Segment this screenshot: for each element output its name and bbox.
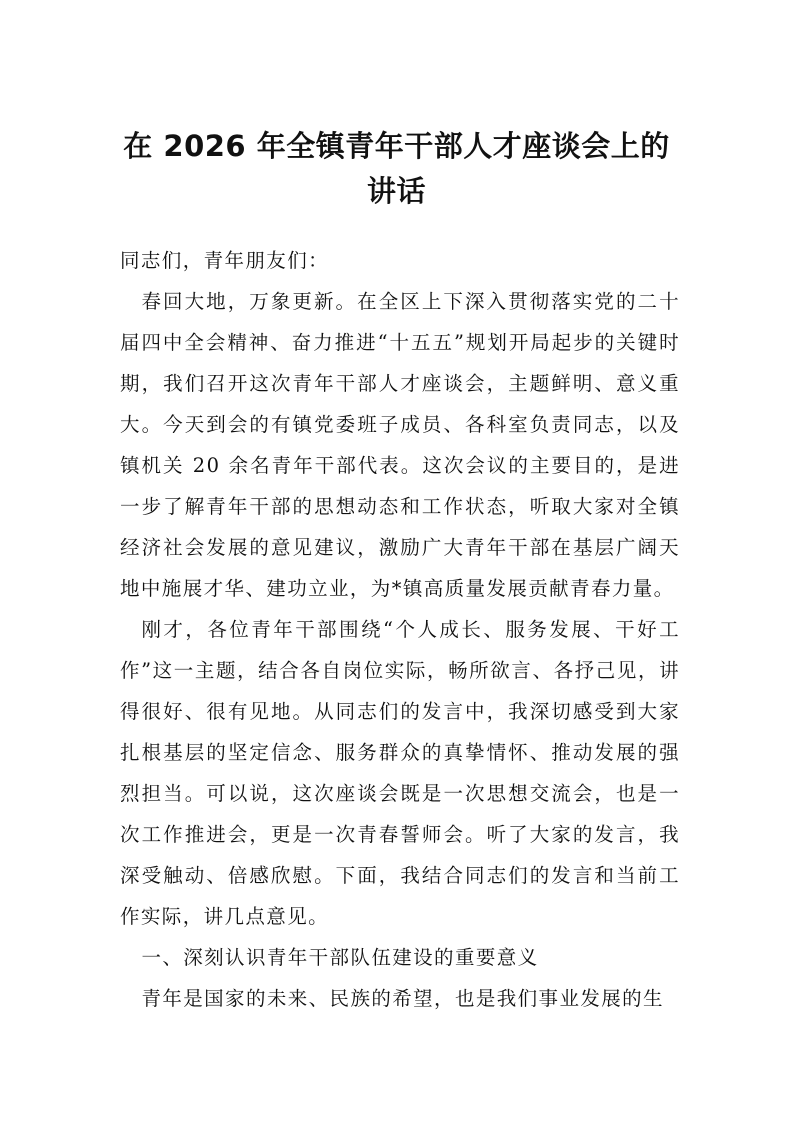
paragraph-reflection: 刚才，各位青年干部围绕“个人成长、服务发展、干好工作”这一主题，结合各自岗位实际，畅所欲言、各抒己见，讲得很好、很有见地。从同志们的发言中，我深切感受到大家扎根基层的坚定信念、服务群众的真挚情怀、推动发展的强烈担当。可以说，这次座谈会既是一次思想交流会，也是一次工作推进会，更是一次青春誓师会。听了大家的发言，我深受触动、倍感欣慰。下面，我结合同志们的发言和当前工作实际，讲几点意见。 [120, 618, 680, 928]
section-heading: 一、深刻认识青年干部队伍建设的重要意义 [141, 946, 539, 969]
document-body [120, 240, 680, 1019]
salutation: 同志们，青年朋友们： [120, 249, 330, 272]
document-title: 在 2026 年全镇青年干部人才座谈会上的讲话 [123, 129, 670, 208]
paragraph-opening: 春回大地，万象更新。在全区上下深入贯彻落实党的二十届四中全会精神、奋力推进“十五五”规划开局起步的关键时期，我们召开这次青年干部人才座谈会，主题鲜明、意义重大。今天到会的有镇党委班子成员、各科室负责同志，以及镇机关 20 余名青年干部代表。这次会议的主要目的，是进一步了解青年干部的思想动态和工作状态，听取大家对全镇经济社会发展的意见建议，激励广大青年干部在基层广阔天地中施展才华、建功立业，为*镇高质量发展贡献青春力量。 [120, 290, 680, 600]
paragraph-section-one: 青年是国家的未来、民族的希望，也是我们事业发展的生 [141, 987, 664, 1010]
